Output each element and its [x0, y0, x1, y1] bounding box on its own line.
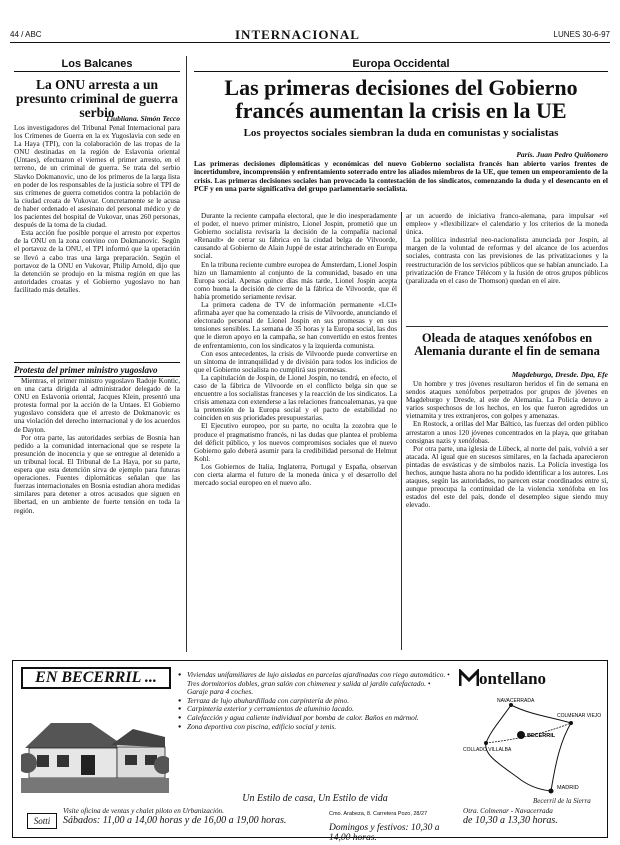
issue-date: LUNES 30-6-97 [553, 30, 610, 39]
brand-m-icon [459, 669, 479, 687]
sunday-hours: Domingos y festivos: 10,30 a 14,00 horas. [329, 823, 440, 843]
paragraph: La primera cadena de TV de información permanente «LCI» afirmaba ayer que ha comenzado la crisis de Vilvoorde, anunciando el electorado personal de Lionel Jospin en sus promesas y en sus tensiones sensibles. La semana de 35 horas y la Europa social, las dos que le dieron apoyo en la campaña, se han convertido en estos frentes de enfrentamiento, con los sindicatos y la izquierda comunista. [194, 301, 397, 350]
location-map-icon [461, 695, 603, 795]
paragraph: Esta acción fue posible porque el arresto por expertos de la ONU en la zona convino con Dokmanovic. Según el portavoz de la ONU, el TPI informó que la operación se llevó a cabo tras una larga preparación. Según el portavoz de la ONU en Vukovar, Philip Arnold, dijo que la detención se produjo en la misma región en que las autoridades croatas y el Gobierno yugoslavo no han facilitado más detalles. [14, 229, 180, 294]
paragraph: Por otra parte, una iglesia de Lübeck, al norte del país, volvió a ser atacada. Al igual que en sucesos similares, en la fachada aparecieron pintadas de esvásticas y de símbolos nazis. La Policía investiga los hechos, aunque hasta ahora no ha podido identificar a los autores. Los ataques, según las autoridades, no parecen estar coordinados entre sí, aunque preocupa la continuidad de la violencia xenófoba en los estados del este del país, donde el desempleo sigue siendo muy elevado. [406, 444, 608, 510]
paragraph: En Rostock, a orillas del Mar Báltico, las fuerzas del orden público arrestaron a unos 120 jóvenes concentrados en la playa, que gritaban consignas nazis y xenófobas. [406, 420, 608, 445]
feature-item: ● Viviendas unifamiliares de lujo aisladas en parcelas ajardinadas con riego automático. • Tres dormitorios dobles, gran salón con chimenea y salida al jardín calefactado. • Garaje para 4 coches. [178, 671, 453, 697]
ad-title: EN BECERRIL ... [21, 667, 171, 689]
section-rule [406, 326, 608, 327]
left-byline: Liubliana. Simón Tecco [106, 114, 180, 123]
paragraph: Los Gobiernos de Italia, Inglaterra, Portugal y España, observan con cierta alarma el futuro de la moneda única y el desarrollo del mercado social europeo en el nuevo año. [194, 462, 397, 488]
map-label: COLLADO VILLALBA [463, 747, 512, 753]
map-label: BECERRIL [527, 733, 556, 739]
house-illustration-icon [21, 693, 169, 793]
kicker-europa: Europa Occidental [194, 58, 608, 72]
paragraph: ar un acuerdo de iniciativa franco-alemana, para impulsar «el empleo» y «flexibilizar» el calendario y los criterios de la moneda única. [406, 212, 608, 237]
map-label: MADRID [557, 785, 579, 791]
paragraph: Los investigadores del Tribunal Penal Internacional para los Crímenes de Guerra en la ex Yugoslavia con sede en La Haya (TPI), con la colaboración de las tropas de la ONU destinadas en la región de Eslavonia oriental (Untaes), efectuaron el viernes el primer arresto, en el terreno, de un criminal de guerra. Se trata del serbio Slavko Dokmanovic, uno de los primeros de la larga lista en poder de los responsables de la justicia sobre el TPI de sus crímenes de guerra cometidos contra la población de la ciudad croata de Vukovar. Concretamente se le acusa de haber ordenado el asesinato del personal médico y de los pacientes del hospital de Vukovar, unas 260 personas, después de la toma de la ciudad. [14, 124, 180, 230]
right-second-byline: Magdeburgo, Dresde. Dpa, Efe [511, 370, 608, 379]
kicker-balcanes: Los Balcanes [14, 58, 180, 72]
map-label: COLMENAR VIEJO [557, 713, 602, 719]
feature-item: ● Zona deportiva con piscina, edificio social y tenis. [178, 723, 453, 732]
office-hours: de 10,30 a 13,30 horas. [463, 815, 558, 826]
right-headline: Las primeras decisiones del Gobierno francés aumentan la crisis en la UE [224, 75, 578, 124]
paragraph: La política industrial neo-nacionalista anunciada por Jospin, al margen de la voluntad de reformas y del alcance de los acuerdos sociales, contrasta con las previsiones de las privatizaciones y la reestructuración de los servicios públicos que se habían anunciado. La privatización de France Télécom y la fusión de otros grupos públicos (paralizada en el caso de Thomson) quedan en el aire. [406, 236, 608, 285]
left-article-body-2 [14, 377, 180, 645]
ad-address: Cmo. Arabeza, 8. Carretera Pozo, 28/27 [329, 811, 428, 817]
lead-paragraph: Las primeras decisiones diplomáticas y económicas del nuevo Gobierno socialista francés han abierto varios frentes de incertidumbre, incomprensión y enfrentamiento soterrado entre los aliados miembros de la UE, que temen un empeoramiento de la crisis. Las primeras decisiones sociales han provocado la contestación de los sindicatos, comenzando la duda y el desencanto en el PCF y en una parte significativa del grupo parlamentario socialista. [194, 160, 608, 193]
sales-info [63, 807, 323, 825]
right-col-1 [194, 212, 397, 650]
right-subtitle: Los proyectos sociales siembran la duda en comunistas y socialistas [243, 127, 559, 139]
column-rule [186, 56, 187, 652]
paragraph: Durante la reciente campaña electoral, que le dio inesperadamente el poder, el nuevo primer ministro, Lionel Jospin, prometió que un Gobierno socialista revisaría la decisión de la compañía nacional «Renault» de cerrar su fábrica en la ciudad belga de Vilvoorde, causando al Gobierno de Alain Juppé de estar atrincherado en Europa social. [194, 212, 397, 261]
paragraph: Mientras, el primer ministro yugoslavo Radoje Kontic, en una carta dirigida al administrador delegado de la ONU en Eslavonia oriental, Jacques Klein, presentó una protesta formal por la acción de la Untaes. El Gobierno yugoslavo considera que el arresto de Dokmanovic es una violación del derecho internacional y de los acuerdos de Dayton. [14, 377, 180, 434]
paragraph: Por otra parte, las autoridades serbias de Bosnia han pedido a la comunidad internacional que se respete la presunción de inocencia y que se entregue al detenido a un tribunal local. El Tribunal de La Haya, por su parte, espera que esta detención sirva de ejemplo para futuras operaciones. Fuentes diplomáticas señalan que las fuerzas internacionales en Bosnia estudian ahora medidas similares para detener a otros acusados que siguen en libertad, en un ambiente de fuerte tensión en toda la región. [14, 433, 180, 515]
paragraph: La capitulación de Jospin, de Lionel Jospin, no tendrá, en efecto, el caso de la fábrica de Vilvoorde en el conflicto belga sin que se encuentre a los socialistas franceses y la reacción de los sindicatos. La crisis amenaza con extenderse a las relaciones francoalemanas, ya que la pretensión de la Europa social y el pacto de estabilidad no coinciden en sus prioridades presupuestarias. [194, 373, 397, 423]
sales-hours: Sábados: 11,00 a 14,00 horas y de 16,00 a 19,00 horas. [63, 815, 287, 826]
real-estate-ad [12, 660, 608, 843]
column-rule [401, 212, 402, 650]
office-line: Otra. Colmenar - Navacerrada [463, 807, 553, 815]
header-rule [10, 42, 610, 43]
ad-features [178, 671, 453, 731]
map-label: NAVACERRADA [497, 698, 535, 704]
right-col-2 [406, 212, 608, 322]
feature-item: ● Carpintería exterior y cerramientos de aluminio lacado. [178, 705, 453, 714]
right-second-headline: Oleada de ataques xenófobos en Alemania durante el fin de semana [414, 331, 600, 359]
office-info [463, 807, 603, 825]
right-byline: París. Juan Pedro Quiñonero [516, 150, 608, 159]
left-headline: La ONU arresta a un presunto criminal de guerra serbio [15, 77, 179, 121]
map-caption: Becerril de la Sierra [533, 797, 591, 805]
right-lead [194, 160, 608, 210]
feature-item: ● Terraza de lujo abuhardillada con carpintería de pino. [178, 697, 453, 706]
page-header [10, 27, 610, 43]
paragraph: Con esos antecedentes, la crisis de Vilvoorde puede convertirse en un síntoma de intranquilidad y de división para todos los indicios de que el Gobierno socialista no cumplirá sus promesas. [194, 349, 397, 374]
brand-text: ontellano [479, 669, 547, 688]
feature-item: ● Calefacción y agua caliente individual por bomba de calor. Baños en mármol. [178, 714, 453, 723]
right-col-2b [406, 380, 608, 650]
section-title: INTERNACIONAL [235, 27, 360, 42]
paragraph: Un hombre y tres jóvenes resultaron heridos el fin de semana en sendos ataques xenófobos perpetrados por grupos de jóvenes en Magdeburgo y Dresde, al este de Alemania. La Policía detuvo a varios sospechosos de los hechos, en los que fueron agredidos un vietnamita y tres extranjeros, con golpes y amenazas. [406, 380, 608, 421]
brand-name [459, 669, 603, 689]
paragraph: El Ejecutivo europeo, por su parte, no oculta la zozobra que le produce el pragmatismo francés, ni las dudas que plantea el problema del déficit público, y los nuevos compromisos sociales que el nuevo Gobierno galo deberá asumir para la credibilidad personal de Helmut Kohl. [194, 422, 397, 463]
left-subhead: Protesta del primer ministro yugoslavo [14, 362, 180, 377]
developer-logo: Sotti [27, 813, 57, 829]
left-article-body [14, 124, 180, 360]
sales-line: Visite oficina de ventas y chalet piloto en Urbanización. [63, 807, 224, 815]
ad-slogan: Un Estilo de casa, Un Estilo de vida [242, 793, 388, 804]
folio: 44 / ABC [10, 30, 42, 39]
paragraph: En la tribuna reciente cumbre europea de Ámsterdam, Lionel Jospin hizo un llamamiento al conjunto de la comunidad, basado en una Europa social. Apenas quince días más tarde, Lionel Jospin acepta como buena la decisión de cierre de la fábrica de Vilvoorde, que él había prometido seriamente revisar. [194, 260, 397, 301]
